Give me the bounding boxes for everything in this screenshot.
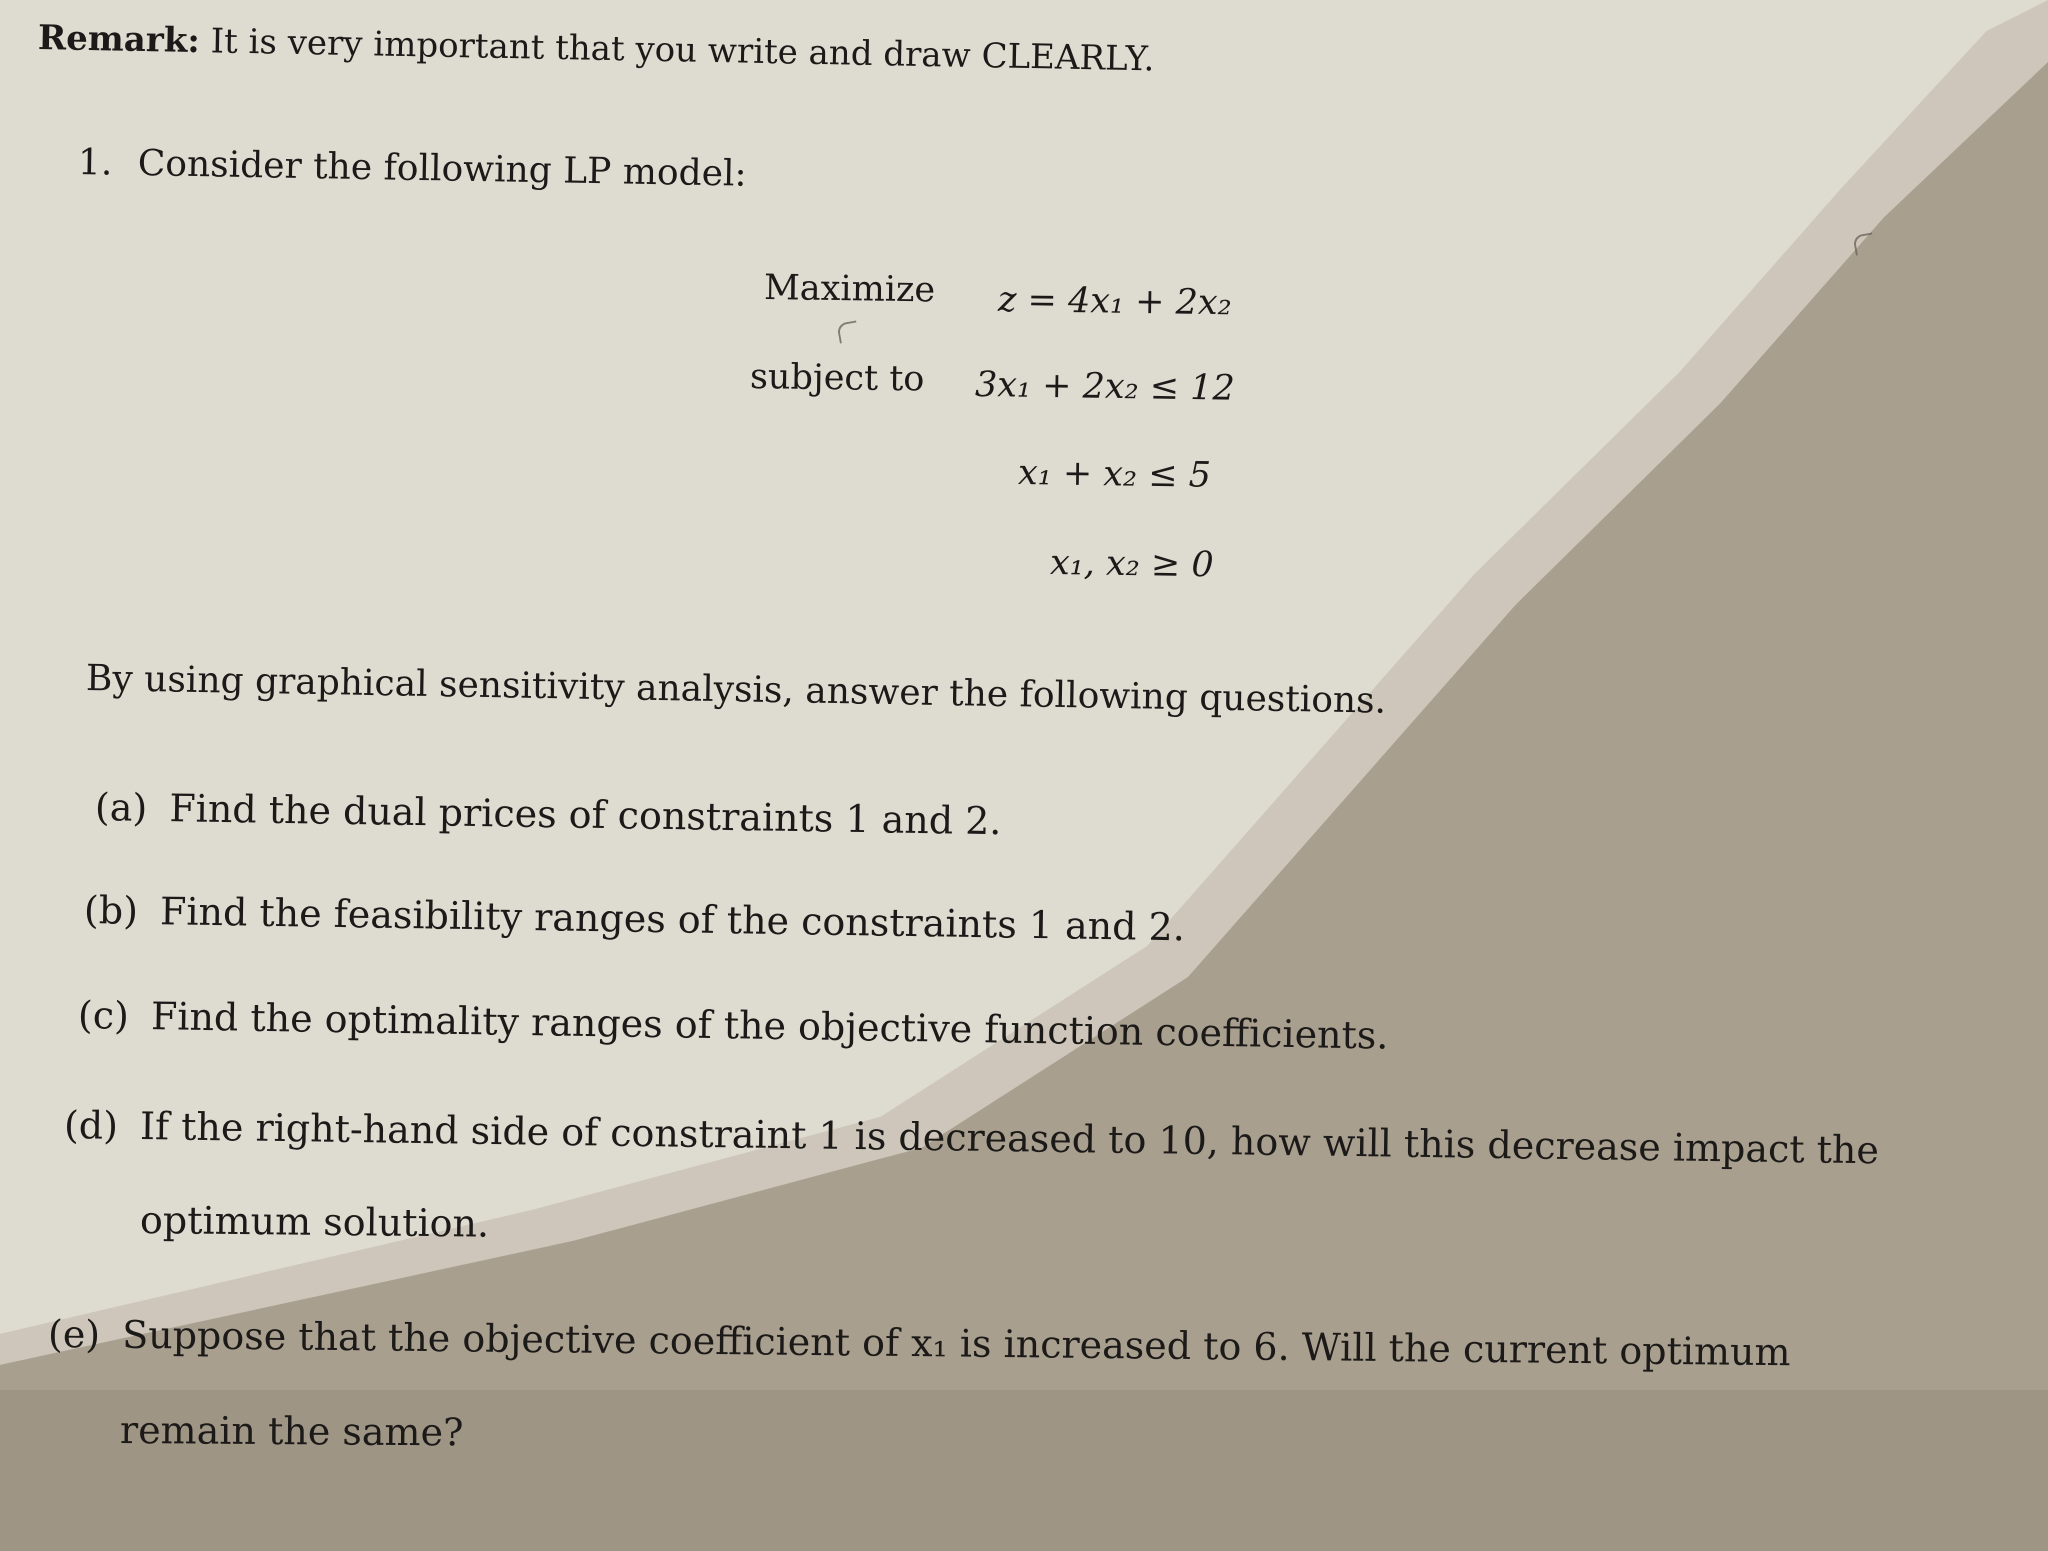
- question-text: Find the dual prices of constraints 1 and 2.: [169, 786, 1002, 844]
- question-c: [78, 993, 1389, 1058]
- problem-heading: [78, 142, 747, 195]
- instruction-text: By using graphical sensitivity analysis, answer the following questions.: [85, 658, 1387, 722]
- objective-keyword: Maximize: [763, 268, 936, 311]
- question-e: [48, 1312, 1791, 1374]
- constraint-2: x₁ + x₂ ≤ 5: [1017, 453, 1212, 496]
- remark-text: It is very important that you write and draw CLEARLY.: [210, 21, 1155, 80]
- question-text: Find the feasibility ranges of the constraints 1 and 2.: [159, 889, 1186, 950]
- question-label: (a): [94, 785, 148, 830]
- question-label: (c): [77, 993, 130, 1038]
- remark-line: [38, 18, 1155, 79]
- question-label: (d): [63, 1103, 119, 1148]
- question-label: (b): [83, 888, 139, 933]
- pen-mark: [836, 320, 859, 343]
- constraints-keyword: subject to: [749, 357, 925, 400]
- problem-number: 1.: [77, 142, 113, 184]
- nonnegativity-constraint: x₁, x₂ ≥ 0: [1049, 543, 1214, 586]
- question-d-continuation: optimum solution.: [139, 1198, 490, 1246]
- problem-intro: Consider the following LP model:: [137, 143, 747, 195]
- question-label: (e): [47, 1312, 101, 1357]
- objective-function: z = 4x₁ + 2x₂: [997, 280, 1232, 324]
- question-text: Find the optimality ranges of the objective function coefficients.: [150, 994, 1389, 1058]
- pen-mark: [1852, 232, 1875, 255]
- question-text: Suppose that the objective coefficient of x₁ is increased to 6. Will the current optimum: [121, 1312, 1791, 1375]
- question-d: [64, 1103, 1880, 1172]
- remark-label: Remark:: [37, 18, 201, 62]
- question-b: [84, 888, 1186, 949]
- question-text: If the right-hand side of constraint 1 is decreased to 10, how will this decrease impact the: [139, 1104, 1880, 1173]
- question-a: [95, 785, 1002, 843]
- question-e-continuation: remain the same?: [119, 1408, 464, 1455]
- constraint-1: 3x₁ + 2x₂ ≤ 12: [974, 365, 1236, 409]
